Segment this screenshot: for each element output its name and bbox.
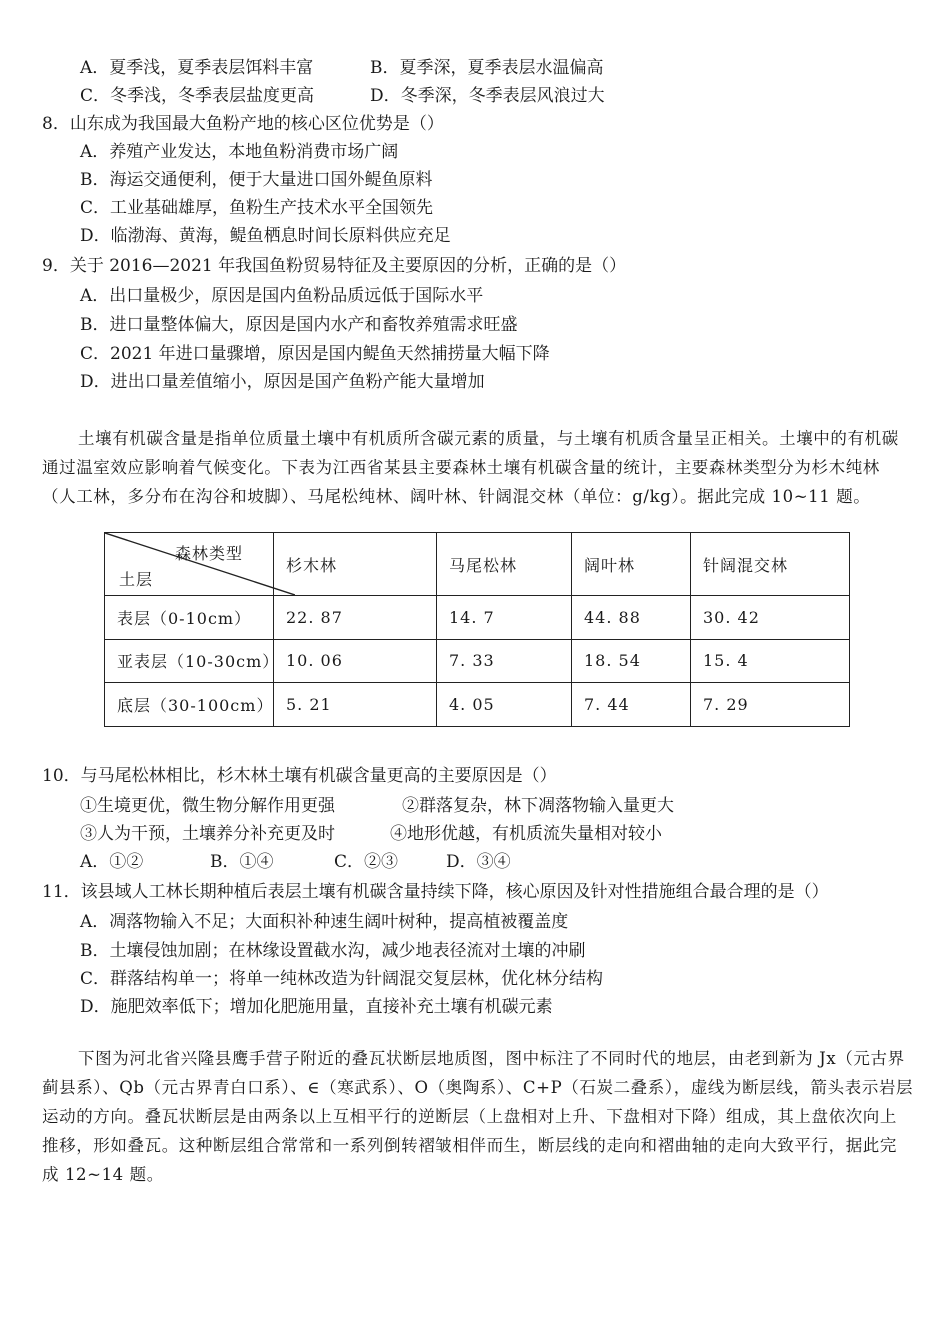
q11-stem: 11．该县域人工林长期种植后表层土壤有机碳含量持续下降，核心原因及针对性措施组合最合理的是（）	[42, 882, 829, 902]
table-corner-cell	[105, 533, 274, 596]
table-cell: 22. 87	[274, 596, 437, 640]
table-row	[105, 683, 850, 727]
row-label: 亚表层（10-30cm）	[105, 639, 274, 683]
q10-statement-3: ③人为干预，土壤养分补充更及时	[80, 824, 335, 844]
q9-option-c: C．2021 年进口量骤增，原因是国内鳀鱼天然捕捞量大幅下降	[80, 344, 550, 364]
column-header: 针阔混交林	[691, 533, 850, 596]
q8-stem: 8．山东成为我国最大鱼粉产地的核心区位优势是（）	[42, 114, 444, 134]
corner-header-soil-layer: 土层	[119, 570, 154, 589]
q7-option-b: B．夏季深，夏季表层水温偏高	[370, 58, 604, 78]
table-cell: 30. 42	[691, 596, 850, 640]
q10-statements-row-1	[80, 794, 880, 818]
column-header: 阔叶林	[572, 533, 691, 596]
q9-option-a: A．出口量极少，原因是国内鱼粉品质远低于国际水平	[80, 286, 484, 306]
table-header-row	[105, 533, 850, 596]
q8-option-a: A．养殖产业发达，本地鱼粉消费市场广阔	[80, 142, 399, 162]
q8-option-b: B．海运交通便利，便于大量进口国外鳀鱼原料	[80, 170, 433, 190]
table-cell: 7. 44	[572, 683, 691, 727]
q7-options-row-1	[80, 56, 880, 80]
q11-option-c: C．群落结构单一；将单一纯林改造为针阔混交复层林，优化林分结构	[80, 969, 604, 989]
q11-option-d: D．施肥效率低下；增加化肥施用量，直接补充土壤有机碳元素	[80, 997, 553, 1017]
q9-option-b: B．进口量整体偏大，原因是国内水产和畜牧养殖需求旺盛	[80, 315, 518, 335]
q11-option-b: B．土壤侵蚀加剧；在林缘设置截水沟，减少地表径流对土壤的冲刷	[80, 941, 586, 961]
corner-header-forest-type: 森林类型	[175, 544, 244, 563]
table-cell: 7. 29	[691, 683, 850, 727]
q10-statements-row-2	[80, 822, 880, 846]
passage-soil-carbon: 土壤有机碳含量是指单位质量土壤中有机质所含碳元素的质量，与土壤有机质含量呈正相关。土壤中的有机碳通过温室效应影响着气候变化。下表为江西省某县主要森林土壤有机碳含量的统计，主要森林类型分为杉木纯林（人工林，多分布在沟谷和坡脚）、马尾松纯林、阔叶林、针阔混交林（单位：g/kg）。据此完成 10~11 题。	[42, 429, 899, 506]
column-header: 杉木林	[274, 533, 437, 596]
passage-imbricate-fault: 下图为河北省兴隆县鹰手营子附近的叠瓦状断层地质图，图中标注了不同时代的地层，由老到新为 Jx（元古界蓟县系）、Qb（元古界青白口系）、∈（寒武系）、O（奥陶系）、C+P（石炭二叠系），虚线为断层线，箭头表示岩层运动的方向。叠瓦状断层是由两条以上互相平行的逆断层（上盘相对上升、下盘相对下降）组成，其上盘依次向上推移，形如叠瓦。这种断层组合常常和一系列倒转褶皱相伴而生，断层线的走向和褶曲轴的走向大致平行，据此完成 12~14 题。	[42, 1049, 914, 1184]
column-header: 马尾松林	[437, 533, 572, 596]
q10-statement-2: ②群落复杂，林下凋落物输入量更大	[402, 796, 674, 816]
table-cell: 18. 54	[572, 639, 691, 683]
q10-statement-1: ①生境更优，微生物分解作用更强	[80, 796, 335, 816]
q8-option-d: D．临渤海、黄海，鳀鱼栖息时间长原料供应充足	[80, 226, 451, 246]
soil-carbon-table	[104, 532, 850, 727]
q10-option-a: A．①②	[80, 852, 144, 872]
q7-option-d: D．冬季深，冬季表层风浪过大	[370, 86, 605, 106]
row-label: 表层（0-10cm）	[105, 596, 274, 640]
table-row	[105, 596, 850, 640]
q9-option-d: D．进出口量差值缩小，原因是国产鱼粉产能大量增加	[80, 372, 485, 392]
q10-statement-4: ④地形优越，有机质流失量相对较小	[390, 824, 662, 844]
table-cell: 10. 06	[274, 639, 437, 683]
q9-stem: 9．关于 2016—2021 年我国鱼粉贸易特征及主要原因的分析，正确的是（）	[42, 256, 627, 276]
q10-options-row	[80, 850, 880, 874]
table-cell: 14. 7	[437, 596, 572, 640]
q11-option-a: A．凋落物输入不足；大面积补种速生阔叶树种，提高植被覆盖度	[80, 912, 569, 932]
q10-option-d: D．③④	[446, 852, 511, 872]
q10-stem: 10．与马尾松林相比，杉木林土壤有机碳含量更高的主要原因是（）	[42, 766, 557, 786]
table-cell: 7. 33	[437, 639, 572, 683]
q7-option-a: A．夏季浅，夏季表层饵料丰富	[80, 58, 314, 78]
q7-option-c: C．冬季浅，冬季表层盐度更高	[80, 86, 315, 106]
q10-option-b: B．①④	[210, 852, 274, 872]
q7-options-row-2	[80, 84, 880, 108]
row-label: 底层（30-100cm）	[105, 683, 274, 727]
q8-option-c: C．工业基础雄厚，鱼粉生产技术水平全国领先	[80, 198, 434, 218]
table-cell: 44. 88	[572, 596, 691, 640]
q10-option-c: C．②③	[334, 852, 399, 872]
table-cell: 15. 4	[691, 639, 850, 683]
table-cell: 4. 05	[437, 683, 572, 727]
table-row	[105, 639, 850, 683]
table-cell: 5. 21	[274, 683, 437, 727]
